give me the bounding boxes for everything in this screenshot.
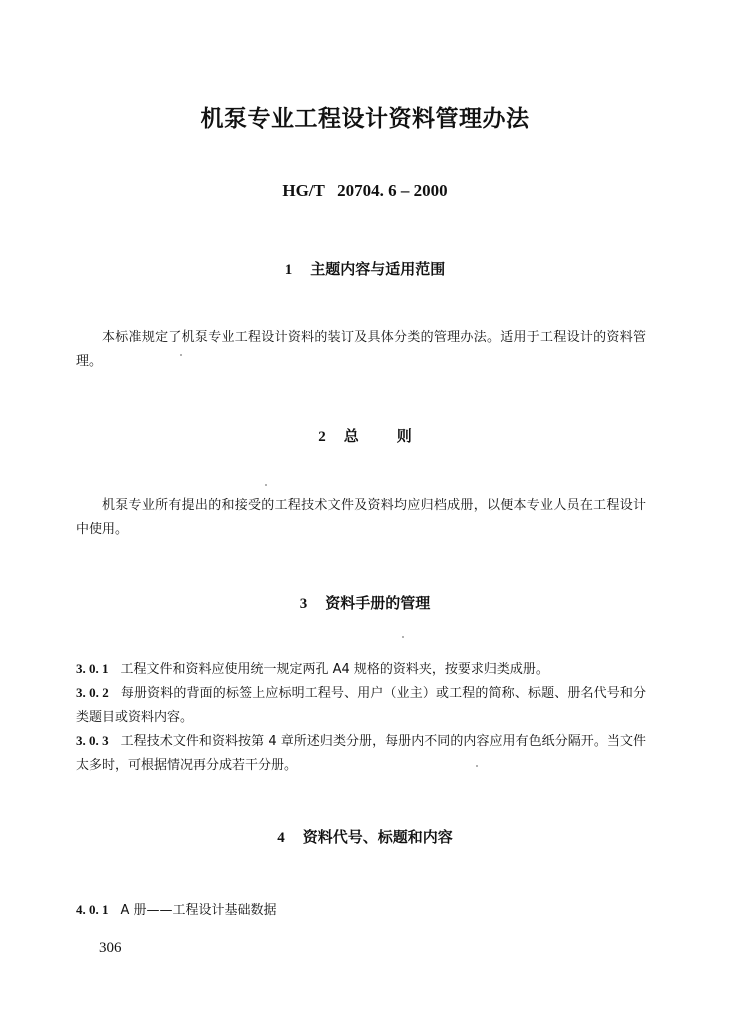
scan-speck	[265, 484, 267, 486]
standard-code-prefix: HG/T	[282, 181, 325, 200]
clause-3-0-2	[76, 681, 646, 730]
section-1-paragraph: 本标准规定了机泵专业工程设计资料的装订及具体分类的管理办法。适用于工程设计的资料管理。	[76, 330, 646, 369]
clause-number: 3. 0. 1	[76, 661, 109, 676]
clause-3-0-1	[76, 657, 646, 682]
section-title: 资料手册的管理	[325, 594, 431, 612]
section-number: 1	[284, 262, 293, 278]
clause-number: 3. 0. 2	[76, 685, 109, 700]
section-number: 2	[318, 429, 326, 445]
clause-text: A 册——工程设计基础数据	[120, 903, 277, 918]
clause-number: 3. 0. 3	[76, 733, 109, 748]
clause-text: 每册资料的背面的标签上应标明工程号、用户（业主）或工程的简称、标题、册名代号和分类题目或资料内容。	[76, 686, 646, 725]
section-title-part: 总	[343, 427, 359, 445]
section-3-heading	[0, 592, 730, 613]
clause-text: 工程文件和资料应使用统一规定两孔 A4 规格的资料夹，按要求归类成册。	[120, 662, 549, 677]
clause-4-0-1	[76, 898, 646, 923]
clause-3-0-3	[76, 729, 646, 778]
scan-speck	[476, 765, 478, 767]
scan-speck	[180, 354, 182, 356]
scan-speck	[402, 636, 404, 638]
section-2-paragraph: 机泵专业所有提出的和接受的工程技术文件及资料均应归档成册，以便本专业人员在工程设计中使用。	[76, 498, 646, 537]
section-number: 4	[277, 830, 285, 846]
section-4-heading	[0, 826, 730, 847]
section-number: 3	[299, 596, 308, 612]
section-title: 资料代号、标题和内容	[302, 828, 453, 846]
clause-text: 工程技术文件和资料按第 4 章所述归类分册，每册内不同的内容应用有色纸分隔开。当文件太多时，可根据情况再分成若干分册。	[76, 734, 646, 773]
clause-number: 4. 0. 1	[76, 902, 109, 917]
standard-code	[0, 181, 730, 201]
section-title-part: 则	[396, 427, 412, 445]
section-2-heading	[0, 425, 730, 446]
standard-code-number: 20704. 6 – 2000	[337, 181, 448, 200]
page-number: 306	[99, 940, 122, 956]
document-title: 机泵专业工程设计资料管理办法	[200, 106, 530, 132]
section-title: 主题内容与适用范围	[310, 260, 446, 278]
section-1-heading	[0, 258, 730, 279]
